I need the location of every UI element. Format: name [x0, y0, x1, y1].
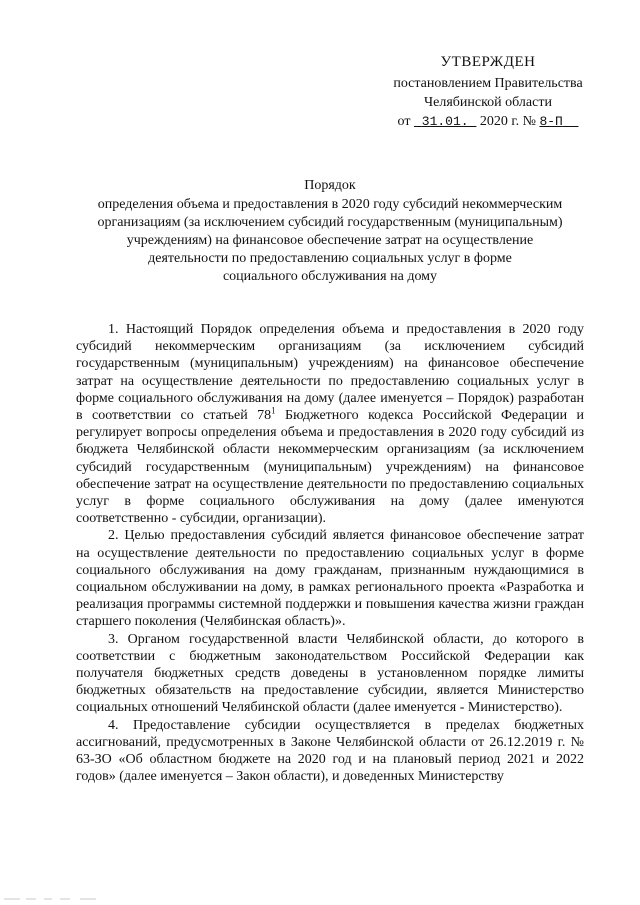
title-line-3: учреждениям) на финансовое обеспечение затрат на осуществление: [126, 233, 534, 248]
paragraph-2: 2. Целью предоставления субсидий является финансовое обеспечение затрат на осуществление деятельности по предоставлению социальных услуг в форме социального обслуживания на дому гражданам, признанным нуждающимися в социальном обслуживании на дому, в рамках регионального проекта «Разработка и реализация программы системной поддержки и повышения качества жизни граждан старшего поколения (Челябинская область)».: [76, 528, 584, 630]
title-line-5: социального обслуживания на дому: [222, 269, 438, 284]
approval-line-region: Челябинской области: [424, 95, 552, 110]
approval-heading: УТВЕРЖДЕН: [440, 54, 536, 70]
date-prefix: от: [397, 114, 411, 129]
document-title: [60, 177, 600, 286]
paragraph-3: 3. Органом государственной власти Челябинской области, до которого в соответствии с бюджетным законодательством Российской Федерации как получателя бюджетных средств доведены в установленном порядке лимиты бюджетных обязательств на предоставление субсидии, является Министерство социальных отношений Челябинской области (далее именуется - Министерство).: [76, 631, 584, 716]
approval-stamp: [368, 53, 608, 131]
document-body: [76, 321, 584, 785]
title-line-4: деятельности по предоставлению социальных услуг в форме: [148, 251, 512, 266]
scan-footer-mark: [0, 896, 120, 902]
paragraph-1: 1. Настоящий Порядок определения объема и предоставления в 2020 году субсидий некоммерческим организациям (за исключением субсидий государственным (муниципальным) учреждениям) на финансовое обеспечение затрат на осуществление деятельности по предоставлению социальных услуг в форме социального обслуживания на дому (далее именуется – Порядок) разработан в соответствии со статьей $78^1$ Бюджетного кодекса Российской Федерации и регулирует вопросы определения объема и предоставления в 2020 году субсидий из бюджета Челябинской области некоммерческим организациям (за исключением субсидий государственным (муниципальным) учреждениям) на финансовое обеспечение затрат на осуществление деятельности по предоставлению социальных услуг в форме социального обслуживания на дому (далее именуются соответственно - субсидии, организации).: [76, 322, 584, 527]
superscript: 1: [271, 405, 276, 416]
approval-date-line: [368, 112, 608, 131]
title-line-2: организациям (за исключением субсидий государственным (муниципальным): [97, 215, 563, 230]
paragraph-4: 4. Предоставление субсидии осуществляется в пределах бюджетных ассигнований, предусмотренных в Законе Челябинской области от 26.12.2019 г. № 63-ЗО «Об областном бюджете на 2020 год и на плановый период 2021 и 2022 годов» (далее именуется – Закон области), и доведенных Министерству: [76, 717, 584, 785]
date-fill: 31.01.: [421, 114, 469, 129]
title-heading: Порядок: [304, 178, 356, 193]
approval-line-decree: постановлением Правительства: [393, 76, 583, 91]
number-fill: 8-П: [539, 114, 563, 129]
title-line-1: определения объема и предоставления в 2020 году субсидий некоммерческим: [97, 197, 563, 212]
date-year: 2020 г. №: [479, 114, 536, 129]
